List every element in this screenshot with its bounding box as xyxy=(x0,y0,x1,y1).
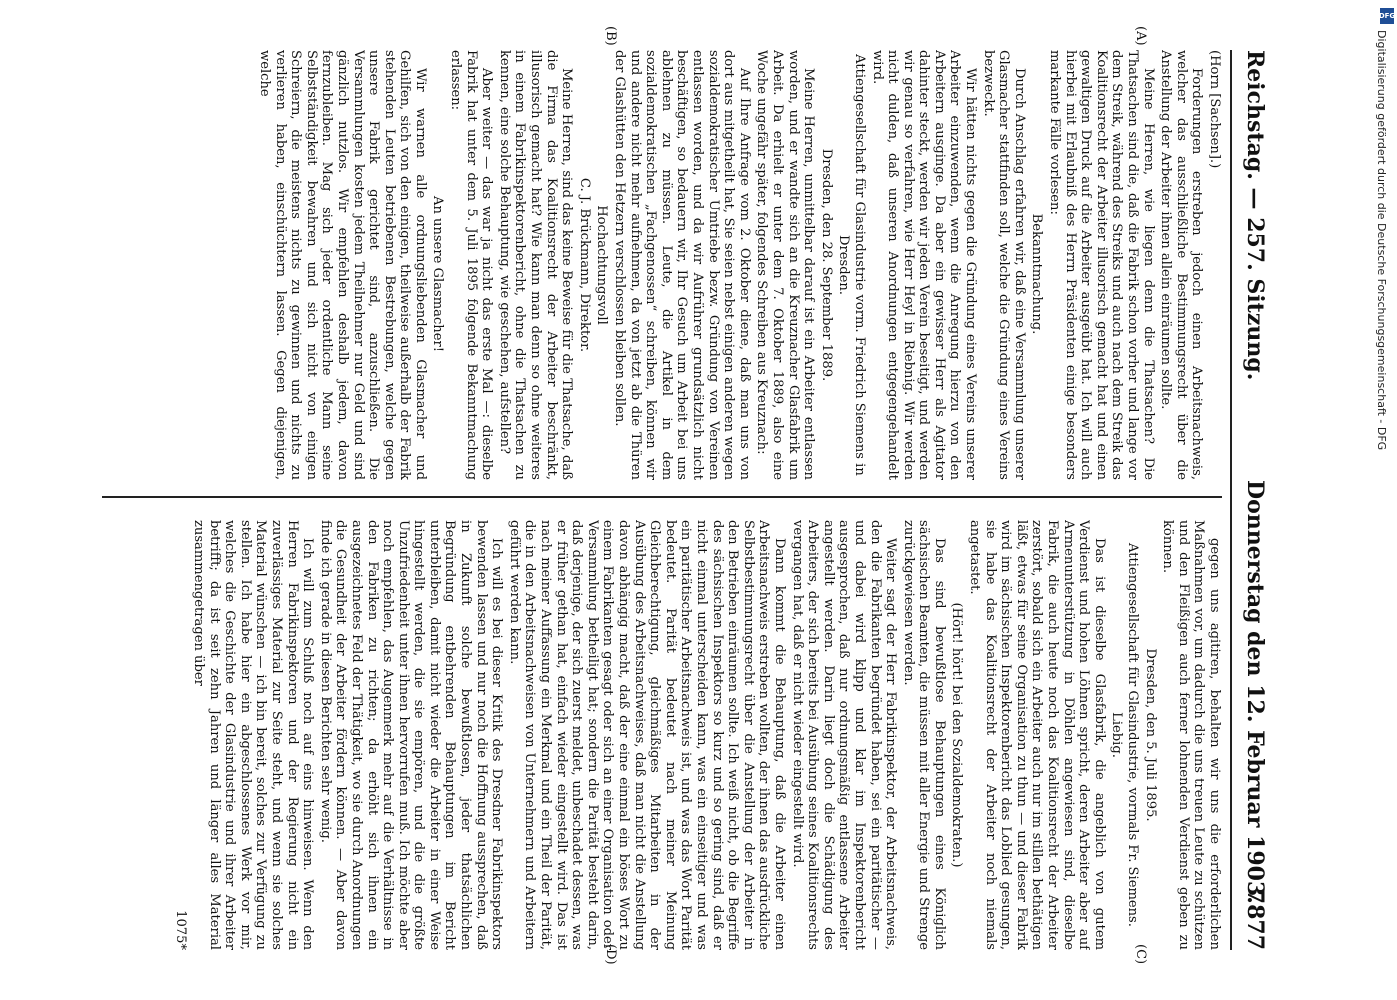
interjection: (Hört! hört! bei den Sozialdemokraten.) xyxy=(949,602,965,868)
page-number: 7877 xyxy=(1242,888,1268,950)
header-left-title: Reichstag. — 257. Sitzung. xyxy=(1242,50,1268,381)
header-rule xyxy=(1230,50,1232,950)
header-date: Donnerstag den 12. Februar 1903. xyxy=(1242,480,1268,904)
column-divider xyxy=(102,496,1222,498)
margin-mark-a: (A) xyxy=(1133,26,1148,46)
paragraph: Meine Herren, wie liegen denn die Thatsachen? Die Thatsachen sind die, daß die Fabrik schon vorher und lange vor dem Streik, während des Streiks und auch nach dem Streik das Koalitionsrecht der Arbeiter illusorisch gemacht hat und einen gewaltigen Druck auf die Arbeiter ausgeübt hat. Ich will auch hierbei mit Erlaubniß des Herrn Präsidenten einige besonders markante Fälle vorlesen: xyxy=(1047,50,1156,480)
dfg-credit-text: Digitalisierung gefördert durch die Deutsche Forschungsgemeinschaft - DFG xyxy=(1375,30,1388,451)
footer-mark: 1075* xyxy=(173,910,189,950)
paragraph: Das sind bewußtlose Behauptungen eines Königlich sächsischen Beamten, die müssen mit aller Energie und Strenge zurückgewiesen werden. xyxy=(900,520,947,950)
signature: Attiengesellschaft für Glasindustrie vorm. Friedrich Siemens in Dresden. xyxy=(836,54,867,476)
paragraph: Ich will es bei dieser Kritik des Dresdner Fabrikinspektors bewenden lassen und nur noch die Hoffnung aussprechen, daß in Zukunft solche bewußtlosen, jeder thatsächlichen Begründung entbehrenden Behauptungen im Bericht unterbleiben, damit nicht wieder die Arbeiter in einer Weise hingestellt werden, die sie empören, und die die größte Unzufriedenheit unter ihnen hervorrufen muß. Ich möchte aber noch empfehlen, das Augenmerk mehr auf die Verhältnisse in den Fabriken zu richten; da erhöht sich ihnen ein ausgezeichnetes Feld der Thätigkeit, wo sie durch Anordnungen die Gesundheit der Arbeiter fördern können. — Aber davon finde ich gerade in diesen Berichten sehr wenig. xyxy=(317,520,505,950)
paragraph: Wir warnen alle ordnungsliebenden Glasmacher und Gehilfen, sich von den einigen, theilweise außerhalb der Fabrik stehenden Leuten betriebenen Bestrebungen, welche gegen unsere Fabrik gerichtet sind, anzuschließen. Die Versammlungen kosten jedem Theilnehmer nur Geld und sind gänzlich nutzlos. Wir empfehlen deshalb jedem, davon fernzubleiben. Mag sich jeder ordentliche Mann seine Selbstständigkeit bewahren und sich nicht von einigen Schreiern, die meistens nichts zu gewinnen und nichts zu verlieren haben, einschüchtern lassen. Gegen diejenigen, welche xyxy=(256,50,428,480)
dateline: Dresden, den 5. Juli 1895. xyxy=(1142,648,1158,822)
paragraph: Durch Anschlag erfahren wir, daß eine Versammlung unserer Glasmacher stattfinden soll, welche die Gründung eines Vereins bezweckt. xyxy=(980,50,1027,480)
margin-mark-b: (B) xyxy=(603,26,618,46)
paragraph: Meine Herren, sind das keine Beweise für die Thatsache, daß die Firma das Koalitionsrecht der Arbeiter beschränkt, illusorisch gemacht hat? Wie kann man denn so ohne weiteres in einem Fabrikinspektorenbericht, ohne die Thatsachen zu kennen, eine solche Behauptung, wie geschehen, aufstellen? xyxy=(496,50,575,480)
paragraph: Ich will zum Schluß noch auf eins hinweisen. Wenn den Herren Fabrikinspektoren und der Regierung nicht ein zuverlässiges Material zur Seite steht, und wenn sie solches Material wünschen — ich bin bereit, solches zur Verfügung zu stellen. Ich habe hier ein abgeschlossenes Werk vor mir, welches die Geschichte der Glasindustrie und ihrer Arbeiter betrifft; da ist seit zehn Jahren und länger alles Material zusammengetragen über xyxy=(191,520,316,950)
paragraph: Weiter sagt der Herr Fabrikinspektor, der Arbeitsnachweis, den die Fabrikanten begründet haben, sei ein paritätischer — und dabei wird klipp und klar im Inspektorenbericht ausgesprochen, daß nur ordnungsmäßig entlassene Arbeiter angestellt werden. Darin liegt doch die Schädigung des Arbeiters, der sich bereits bei Ausübung seines Koalitionsrechts vergangen hat, daß er nicht wieder eingestellt wird. xyxy=(789,520,899,950)
newspaper-page xyxy=(48,20,1298,980)
paragraph: Wir hätten nichts gegen die Gründung eines Vereins unserer Arbeiter einzuwenden, wenn die Anregung hierzu von den Arbeitern ausginge. Da aber ein gewisser Herr als Agitator dahinter steckt, werden wir jeden Verein beseitigt, und werden wir genau so verfahren, wie Herr Heyl in Riebnig. Wir werden nicht dulden, daß unseren Anordnungen entgegengehandelt wird. xyxy=(869,50,979,480)
page-header xyxy=(1234,50,1268,950)
signature: C. J. Brückmann, Direktor. xyxy=(576,177,592,353)
speaker-label: (Horn [Sachsen].) xyxy=(1207,50,1222,169)
paragraph: Das ist dieselbe Glasfabrik, die angeblich von gutem Verdienst und hohen Löhnen spricht, deren Arbeiter aber auf Armenunterstützung in Döhlen angewiesen sind, dieselbe Fabrik, die auch heute noch das Koalitionsrecht der Arbeiter zerstört, sobald sich ein Arbeiter auch nur im stillen bethätigen läßt, etwas für seine Organisation zu thun — und dieser Fabrik wird im sächsischen Inspektorenbericht das Loblied gesungen, sie habe das Koalitionsrecht der Arbeiter noch niemals angetastet. xyxy=(967,520,1107,950)
signature: Attiengesellschaft für Glasindustrie, vormals Fr. Siemens. Liebig. xyxy=(1109,543,1141,927)
section-heading: An unsere Glasmacher! xyxy=(430,196,446,352)
dfg-logo: DFG xyxy=(1380,8,1394,24)
dateline: Dresden, den 28. September 1889. xyxy=(818,148,834,382)
paragraph: Forderungen erstreben jedoch einen Arbeitsnachweis, welcher das ausschließliche Bestimmungsrecht über die Anstellung der Arbeiter ihnen allein einräumen sollte. xyxy=(1158,50,1205,480)
left-column xyxy=(92,50,1222,480)
margin-mark-c: (C) xyxy=(1133,944,1148,965)
section-heading: Bekanntmachung. xyxy=(1029,213,1045,335)
margin-mark-d: (D) xyxy=(603,944,618,965)
paragraph: Dann kommt die Behauptung, daß die Arbeiter einen Arbeitsnachweis erstreben wollten, der ihnen das ausdrückliche Selbstbestimmungsrecht über die Anstellung der Arbeiter in den Betrieben einräumen sollte. Ich weiß nicht, ob die Begriffe des sächsischen Inspektors so kurz und so gering sind, daß er nicht einmal unterscheiden kann, was ein einseitiger und was ein paritätischer Arbeitsnachweis ist, und was das Wort Parität bedeutet. Parität bedeutet nach meiner Meinung Gleichberechtigung, gleichmäßiges Mitarbeiten in der Ausübung des Arbeitsnachweises, daß man nicht die Anstellung davon abhängig macht, daß der eine einmal ein böses Wort zu einem Fabrikanten gesagt oder sich an einer Organisation oder Versammlung betheiligt hat; sondern die Parität besteht darin, daß derjenige, der sich zuerst meldet, unbeschadet dessen, was er früher gethan hat, einfach wieder eingestellt wird. Das ist nach meiner Auffassung ein Merkmal und ein Theil der Parität, die in den Arbeitsnachweisen von Unternehmern und Arbeitern geführt werden kann. xyxy=(506,520,787,950)
paragraph: gegen uns agitiren, behalten wir uns die erforderlichen Maßnahmen vor, um dadurch die uns treuen Leute zu schützen und den Fleißigen auch ferner lohnenden Verdienst geben zu können. xyxy=(1160,520,1222,950)
right-column xyxy=(92,520,1222,950)
paragraph: Aber weiter — das war ja nicht das erste Mal —: dieselbe Fabrik hat unter dem 5. Juli 1895 folgende Bekanntmachung erlassen: xyxy=(448,50,495,480)
paragraph: Meine Herren, unmittelbar darauf ist ein Arbeiter entlassen worden, und er wandte sich an die Kreuznacher Glasfabrik um Arbeit. Da erhielt er unter dem 7. Oktober 1889, also eine Woche ungefähr später, folgendes Schreiben aus Kreuznach: xyxy=(754,50,817,480)
paragraph: Auf Ihre Anfrage vom 2. Oktober diene, daß man uns von dort aus mitgetheilt hat, Sie seien nebst einigen anderen wegen sozialdemokratischer Umtriebe bezw. Gründung von Vereinen entlassen worden, und da wir Aufrührer grundsätzlich nicht beschäftigen, so bedauern wir, Ihr Gesuch um Arbeit bei uns ablehnen zu müssen. Leute, die Artikel in dem sozialdemokratischen „Fachgenossen“ schreiben, können wir und andere nicht mehr aufnehmen, da von jetzt ab die Thüren der Glashütten den Hetzern verschlossen bleiben sollen. xyxy=(612,50,752,480)
closing: Hochachtungsvoll xyxy=(594,205,610,325)
